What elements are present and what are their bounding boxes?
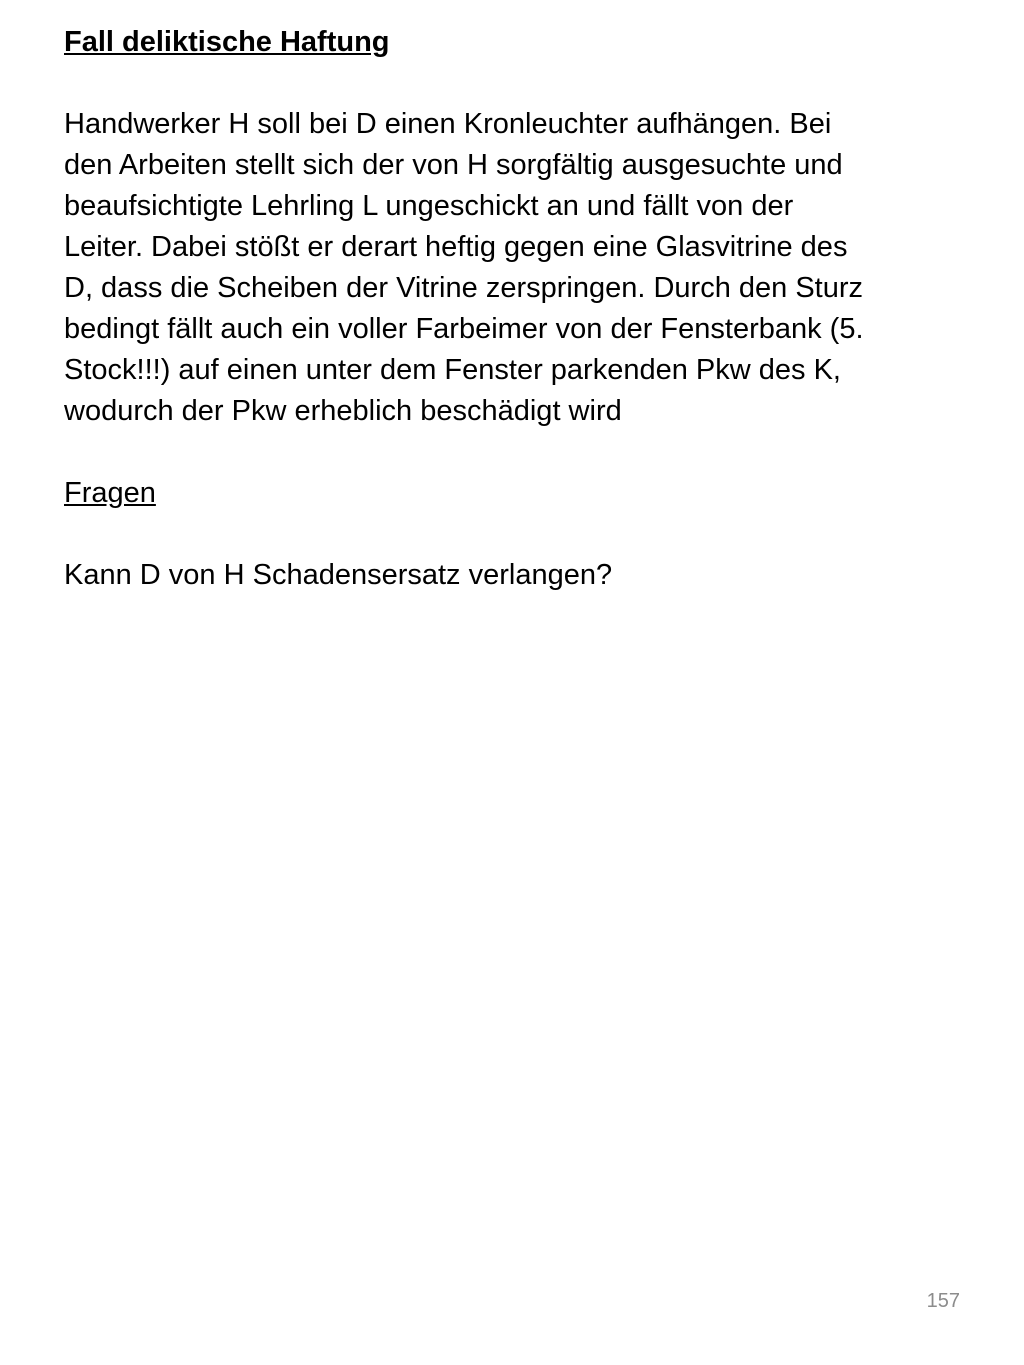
case-line: bedingt fällt auch ein voller Farbeimer von der Fensterbank (5. bbox=[64, 313, 864, 345]
case-line: den Arbeiten stellt sich der von H sorgfältig ausgesuchte und bbox=[64, 149, 843, 181]
case-line: beaufsichtigte Lehrling L ungeschickt an und fällt von der bbox=[64, 190, 794, 222]
spacer bbox=[64, 63, 944, 104]
case-description bbox=[64, 104, 944, 432]
case-line: Leiter. Dabei stößt er derart heftig gegen eine Glasvitrine des bbox=[64, 231, 848, 263]
spacer bbox=[64, 432, 944, 473]
slide-title: Fall deliktische Haftung bbox=[64, 26, 390, 58]
page-number: 157 bbox=[926, 1290, 960, 1312]
questions-heading: Fragen bbox=[64, 477, 156, 509]
slide-content bbox=[64, 22, 944, 596]
case-line: D, dass die Scheiben der Vitrine zerspringen. Durch den Sturz bbox=[64, 272, 864, 304]
spacer bbox=[64, 514, 944, 555]
case-line: Handwerker H soll bei D einen Kronleuchter aufhängen. Bei bbox=[64, 108, 832, 140]
question-text: Kann D von H Schadensersatz verlangen? bbox=[64, 559, 613, 591]
case-line: wodurch der Pkw erheblich beschädigt wird bbox=[64, 395, 622, 427]
case-line: Stock!!!) auf einen unter dem Fenster parkenden Pkw des K, bbox=[64, 354, 841, 386]
